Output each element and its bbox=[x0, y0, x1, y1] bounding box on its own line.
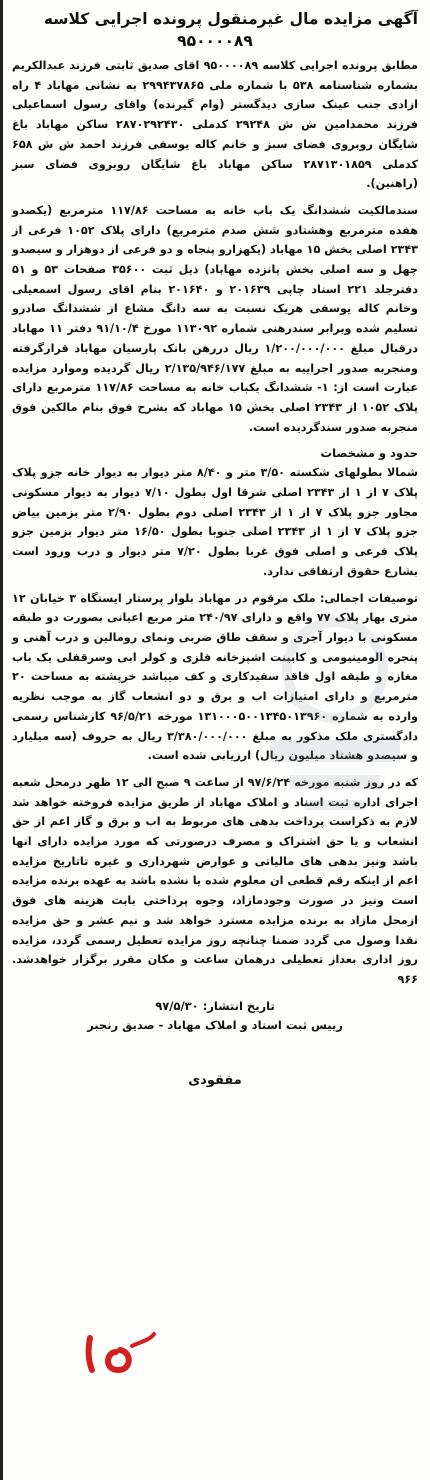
boundaries-heading: حدود و مشخصات bbox=[320, 446, 418, 461]
handwritten-mark bbox=[70, 1326, 160, 1386]
deed-paragraph: سندمالکیت ششدانگ یک باب خانه به مساحت ۱۱۷/۸۶ مترمربع (یکصدو هفده مترمربع وهشتادو شش صدم مترمربع) دارای پلاک ۱۰۵۲ فرعی از ۲۳۴۳ اصلی بخش ۱۵ مهاباد (یکهزارو پنجاه و دو فرعی از دوهزار و سیصدو چهل و سه اصلی بخش پانزده مهاباد) ذیل ثبت ۳۵۶۰۰ صفحات ۵۳ و ۵۱ دفترجلد ۲۲۱ اسناد چاپی ۲۰۱۶۳۹ و ۲۰۱۶۴۰ بنام اقای رسول اسمعیلی وخانم کاله یوسفی هریک نسبت به سه دانگ مشاع از ششدانگ صادرو تسلیم شده وبرابر سندرهنی شماره ۱۱۳۰۹۲ مورخ ۹۱/۱۰/۴ دفتر ۱۱ مهاباد درقبال مبلغ ۱/۲۰۰/۰۰۰/۰۰۰ ریال دررهن بانک پارسیان مهاباد قرارگرفته ومنجربه صدور اجراییه به مبلغ ۲/۱۳۵/۹۴۶/۱۷۷ ریال گردیده وموارد مزایده عبارت است از: ۱- ششدانگ یکباب خانه به مساحت ۱۱۷/۸۶ مترمربع دارای پلاک ۱۰۵۲ از ۲۳۴۳ اصلی بخش ۱۵ مهاباد که بشرح فوق بنام مالکین فوق منجربه صدور سندگردیده است. bbox=[12, 203, 419, 434]
notice-title: آگهی مزایده مال غیرمنقول پرونده اجرایی کلاسه bbox=[43, 10, 418, 28]
publish-date: تاریخ انتشار: ۹۷/۵/۳۰ bbox=[155, 998, 275, 1013]
boundaries-paragraph: شمالا بطولهای شکسته ۳/۵۰ متر و ۸/۴۰ متر دیوار به دیوار خانه جزو پلاک پلاک ۷ از ۱ از ۲۳۴۳ اصلی شرقا اول بطول ۷/۱۰ دیوار به دیوار مسکونی مجاور جزو پلاک ۷ از ۱ از ۲۳۴۳ اصلی دوم بطول ۲/۹۰ متر بزمین بیاض جزو پلاک ۷ از ۱ از ۲۳۴۳ اصلی جنوبا بطول ۱۶/۵۰ متر دیوار بزمین جزو پلاک فرعی و اصلی فوق غربا بطول ۷/۲۰ متر دیوار و درب ورود است بشارع حقوق ارتفاقی ندارد. bbox=[12, 466, 419, 578]
next-notice-heading: مفقودی bbox=[188, 1072, 242, 1088]
signer-line: رییس ثبت اسناد و املاک مهاباد - صدیق رنجبر bbox=[87, 1017, 343, 1032]
parties-paragraph: مطابق پرونده اجرایی کلاسه ۹۵۰۰۰۰۸۹ اقای صدیق ثابتی فرزند عبدالکریم بشماره شناسنامه ۵۳۸ با شماره ملی ۲۹۹۴۳۷۸۶۵ به نشانی مهاباد ۴ راه ازادی جنب عینک سازی دیدگستر (وام گیرنده) واقای رسول اسماعیلی فرزند محمدامین ش ش ۲۹۲۴۸ کدملی ۲۸۷۰۲۹۲۴۳۰ ساکن مهاباد باغ شایگان روبروی فضای سبز و خانم کاله یوسفی فرزند احمد ش ش ۶۵۸ کدملی ۲۸۷۱۳۰۱۸۵۹ ساکن مهاباد باغ شایگان روبروی فضای سبز (راهنین). bbox=[12, 59, 419, 191]
case-number: ۹۵۰۰۰۰۸۹ bbox=[177, 32, 253, 50]
auction-paragraph: که در روز شنبه مورخه ۹۷/۶/۲۴ از ساعت ۹ صبح الی ۱۲ ظهر درمحل شعبه اجرای اداره ثبت اسناد و املاک مهاباد از طریق مزایده فروخته خواهد شد لازم به ذکراست پرداخت بدهی های مربوط به اب و برق و گاز اعم از حق انشعاب و یا حق اشتراک و مصرف درصورتی که مورد مزایده دارای انها باشد ونیز بدهی های مالیاتی و عوارض شهرداری و غیره تاتاریخ مزایده اعم از اینکه رقم قطعی ان معلوم شده یا نشده باشد به عهده برنده مزایده است ونیز در صورت وجودمازاد، وجوه پرداختی بابت هزینه های فوق ازمحل مازاد به برنده مزایده مسترد خواهد شد و نیم عشر و حق مزایده نقدا وصول می گردد ضمنا چنانچه روز مزایده تعطیل رسمی گردد، مزایده روز اداری بعداز تعطیلی درهمان ساعت و مکان مقرر برگزار خواهدشد. ۹۶۶ bbox=[12, 775, 418, 986]
description-paragraph: توصیفات اجمالی: ملک مرقوم در مهاباد بلوار پرستار ایستگاه ۳ خیابان ۱۲ متری بهار پلاک ۷۷ واقع و دارای ۲۴۰/۹۷ متر مربع اعیانی بصورت دو طبقه مسکونی با دیوار آجری و سقف طاق ضربی ونمای رومالین و درب آهنی و پنجره الومینیومی و کابینت اشپزخانه فلزی و کولر ابی وسرقفلی یک باب مغازه و طبقه اول فاقد سفیدکاری و کف میباشد خرپشته به مساحت ۲۰ مترمربع و دارای امتیازات اب و برق و دو انشعاب گاز به موجب نظریه وارده به شماره ۱۳۱۰۰۰۵۰۰۱۳۴۵۰۱۳۹۶۰ مورخه ۹۶/۵/۲۱ کارشناس رسمی دادگستری ملک مذکور به مبلغ ۳/۳۸۰/۰۰۰/۰۰۰ ریال به حروف (سه میلیارد و سیصدو هشتاد میلیون ریال) ارزیابی شده است. bbox=[12, 591, 419, 763]
page-edge-line bbox=[0, 0, 3, 1480]
